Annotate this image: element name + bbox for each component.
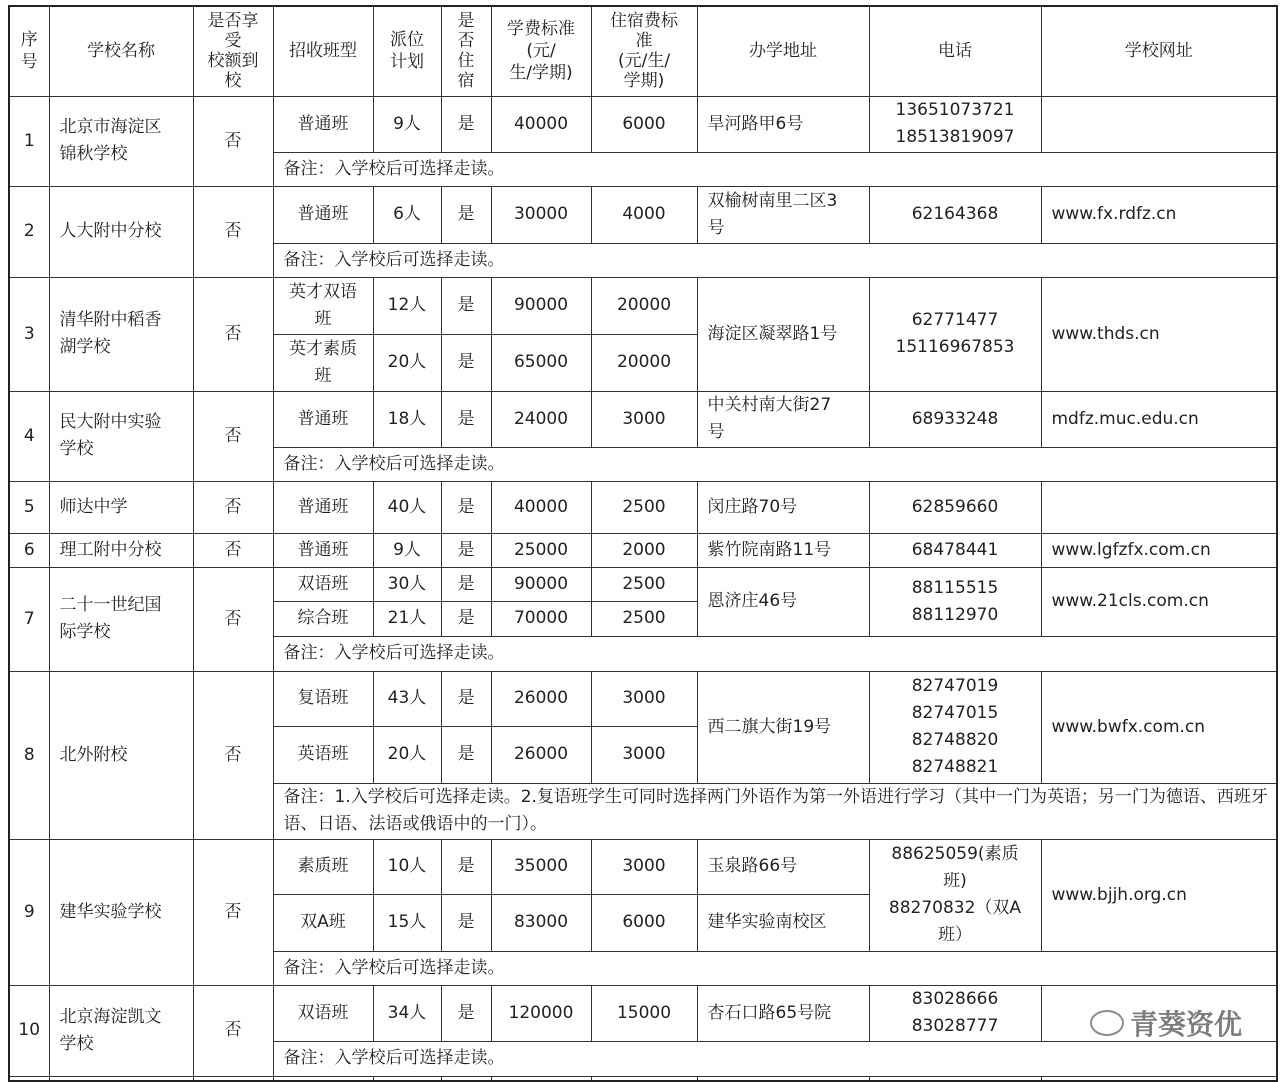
school-name: 北京海淀凯文 学校 [49,985,193,1076]
table-row [9,277,1277,334]
row-number: 1 [9,96,49,186]
lodging-fee: 2500 [591,567,697,601]
header-class-type: 招收班型 [273,6,373,96]
school-url: www.21cls.com.cn [1041,567,1277,636]
lodging-fee: 2500 [591,481,697,533]
row-number: 6 [9,533,49,567]
remark: 备注：入学校后可选择走读。 [273,243,1277,277]
placement-plan: 20人 [373,726,441,783]
phone: 82747019 82747015 82748820 82748821 [869,671,1041,783]
tuition: 83000 [491,894,591,951]
class-type: 双A班 [273,894,373,951]
placement-plan: 21人 [373,601,441,636]
placement-plan: 9人 [373,96,441,152]
wechat-icon [1090,1010,1124,1036]
placement-plan: 6人 [373,186,441,243]
header-url: 学校网址 [1041,6,1277,96]
school-table [8,5,1278,1082]
address: 杏石口路65号院 [697,985,869,1041]
boarding-status: 是 [441,391,491,447]
header-phone: 电话 [869,6,1041,96]
boarding-status: 是 [441,567,491,601]
table-row [9,481,1277,533]
empty-cell [273,1076,373,1081]
lodging-fee: 15000 [591,985,697,1041]
header-plan: 派位 计划 [373,6,441,96]
empty-cell [9,1076,49,1081]
address: 西二旗大街19号 [697,671,869,783]
row-number: 10 [9,985,49,1076]
lodging-fee: 3000 [591,839,697,894]
quota-status: 否 [193,985,273,1076]
school-name: 师达中学 [49,481,193,533]
boarding-status: 是 [441,481,491,533]
lodging-fee: 3000 [591,726,697,783]
tuition: 24000 [491,391,591,447]
partial-row [9,1076,1277,1081]
lodging-fee: 3000 [591,671,697,726]
phone: 88625059(素质 班) 88270832（双A 班） [869,839,1041,951]
school-name: 人大附中分校 [49,186,193,277]
boarding-status: 是 [441,671,491,726]
school-url: mdfz.muc.edu.cn [1041,391,1277,447]
tuition: 26000 [491,671,591,726]
address: 中关村南大街27 号 [697,391,869,447]
tuition: 35000 [491,839,591,894]
quota-status: 否 [193,839,273,985]
lodging-fee: 2500 [591,601,697,636]
tuition: 70000 [491,601,591,636]
class-type: 复语班 [273,671,373,726]
placement-plan: 30人 [373,567,441,601]
school-name: 北京市海淀区 锦秋学校 [49,96,193,186]
address: 双榆树南里二区3 号 [697,186,869,243]
school-name: 清华附中稻香 湖学校 [49,277,193,391]
empty-cell [373,1076,441,1081]
remark: 备注：入学校后可选择走读。 [273,951,1277,985]
school-url: www.fx.rdfz.cn [1041,186,1277,243]
table-row [9,186,1277,243]
row-number: 7 [9,567,49,671]
phone: 62771477 15116967853 [869,277,1041,391]
class-type: 英语班 [273,726,373,783]
school-url: www.bjjh.org.cn [1041,839,1277,951]
phone: 88115515 88112970 [869,567,1041,636]
tuition: 40000 [491,96,591,152]
quota-status: 否 [193,671,273,839]
table-row [9,391,1277,447]
school-name: 民大附中实验 学校 [49,391,193,481]
table-row [9,839,1277,894]
address: 紫竹院南路11号 [697,533,869,567]
phone: 68478441 [869,533,1041,567]
boarding-status: 是 [441,96,491,152]
boarding-status: 是 [441,894,491,951]
header-name: 学校名称 [49,6,193,96]
placement-plan: 43人 [373,671,441,726]
phone: 62859660 [869,481,1041,533]
table-row [9,671,1277,726]
tuition: 90000 [491,277,591,334]
phone: 68933248 [869,391,1041,447]
table-row [9,567,1277,601]
phone: 13651073721 18513819097 [869,96,1041,152]
quota-status: 否 [193,96,273,186]
class-type: 普通班 [273,481,373,533]
header-lodging: 住宿费标 准 (元/生/ 学期) [591,6,697,96]
placement-plan: 40人 [373,481,441,533]
quota-status: 否 [193,481,273,533]
empty-cell [697,1076,869,1081]
table-row [9,96,1277,152]
placement-plan: 9人 [373,533,441,567]
placement-plan: 20人 [373,334,441,391]
boarding-status: 是 [441,839,491,894]
address: 建华实验南校区 [697,894,869,951]
watermark-text: 青葵资优 [1129,1008,1242,1041]
row-number: 5 [9,481,49,533]
class-type: 普通班 [273,533,373,567]
row-number: 2 [9,186,49,277]
class-type: 普通班 [273,391,373,447]
lodging-fee: 3000 [591,391,697,447]
header-boarding: 是 否 住 宿 [441,6,491,96]
row-number: 4 [9,391,49,481]
remark: 备注：入学校后可选择走读。 [273,447,1277,481]
class-type: 普通班 [273,96,373,152]
remark: 备注：入学校后可选择走读。 [273,1041,1277,1076]
school-url: www.thds.cn [1041,277,1277,391]
header-no: 序 号 [9,6,49,96]
class-type: 英才双语 班 [273,277,373,334]
tuition: 25000 [491,533,591,567]
empty-cell [869,1076,1041,1081]
tuition: 30000 [491,186,591,243]
address: 玉泉路66号 [697,839,869,894]
boarding-status: 是 [441,533,491,567]
lodging-fee: 4000 [591,186,697,243]
lodging-fee: 2000 [591,533,697,567]
quota-status: 否 [193,186,273,277]
empty-cell [591,1076,697,1081]
tuition: 90000 [491,567,591,601]
school-url [1041,96,1277,152]
header-address: 办学地址 [697,6,869,96]
table-row [9,985,1277,1041]
class-type: 普通班 [273,186,373,243]
table-row [9,533,1277,567]
school-url: www.bwfx.com.cn [1041,671,1277,783]
tuition: 65000 [491,334,591,391]
tuition: 26000 [491,726,591,783]
quota-status: 否 [193,391,273,481]
lodging-fee: 6000 [591,96,697,152]
boarding-status: 是 [441,601,491,636]
boarding-status: 是 [441,186,491,243]
tuition: 40000 [491,481,591,533]
remark: 备注：1.入学校后可选择走读。2.复语班学生可同时选择两门外语作为第一外语进行学习（其中一门为英语；另一门为德语、西班牙语、日语、法语或俄语中的一门）。 [273,783,1277,839]
empty-cell [49,1076,193,1081]
school-name: 理工附中分校 [49,533,193,567]
lodging-fee: 6000 [591,894,697,951]
address: 旱河路甲6号 [697,96,869,152]
placement-plan: 18人 [373,391,441,447]
school-name: 建华实验学校 [49,839,193,985]
class-type: 双语班 [273,985,373,1041]
header-row [9,6,1277,96]
remark: 备注：入学校后可选择走读。 [273,636,1277,671]
row-number: 9 [9,839,49,985]
empty-cell [1041,1076,1277,1081]
quota-status: 否 [193,533,273,567]
boarding-status: 是 [441,985,491,1041]
remark: 备注：入学校后可选择走读。 [273,152,1277,186]
lodging-fee: 20000 [591,277,697,334]
boarding-status: 是 [441,334,491,391]
quota-status: 否 [193,277,273,391]
header-tuition: 学费标准 (元/ 生/学期) [491,6,591,96]
header-quota: 是否享 受 校额到 校 [193,6,273,96]
placement-plan: 15人 [373,894,441,951]
school-name: 北外附校 [49,671,193,839]
boarding-status: 是 [441,277,491,334]
row-number: 3 [9,277,49,391]
placement-plan: 12人 [373,277,441,334]
empty-cell [491,1076,591,1081]
watermark [1090,1003,1242,1043]
school-name: 二十一世纪国 际学校 [49,567,193,671]
address: 海淀区凝翠路1号 [697,277,869,391]
class-type: 双语班 [273,567,373,601]
address: 恩济庄46号 [697,567,869,636]
school-url [1041,481,1277,533]
empty-cell [193,1076,273,1081]
phone: 62164368 [869,186,1041,243]
placement-plan: 10人 [373,839,441,894]
placement-plan: 34人 [373,985,441,1041]
boarding-status: 是 [441,726,491,783]
class-type: 英才素质 班 [273,334,373,391]
empty-cell [441,1076,491,1081]
address: 闵庄路70号 [697,481,869,533]
class-type: 素质班 [273,839,373,894]
school-url: www.lgfzfx.com.cn [1041,533,1277,567]
row-number: 8 [9,671,49,839]
class-type: 综合班 [273,601,373,636]
phone: 83028666 83028777 [869,985,1041,1041]
lodging-fee: 20000 [591,334,697,391]
tuition: 120000 [491,985,591,1041]
quota-status: 否 [193,567,273,671]
